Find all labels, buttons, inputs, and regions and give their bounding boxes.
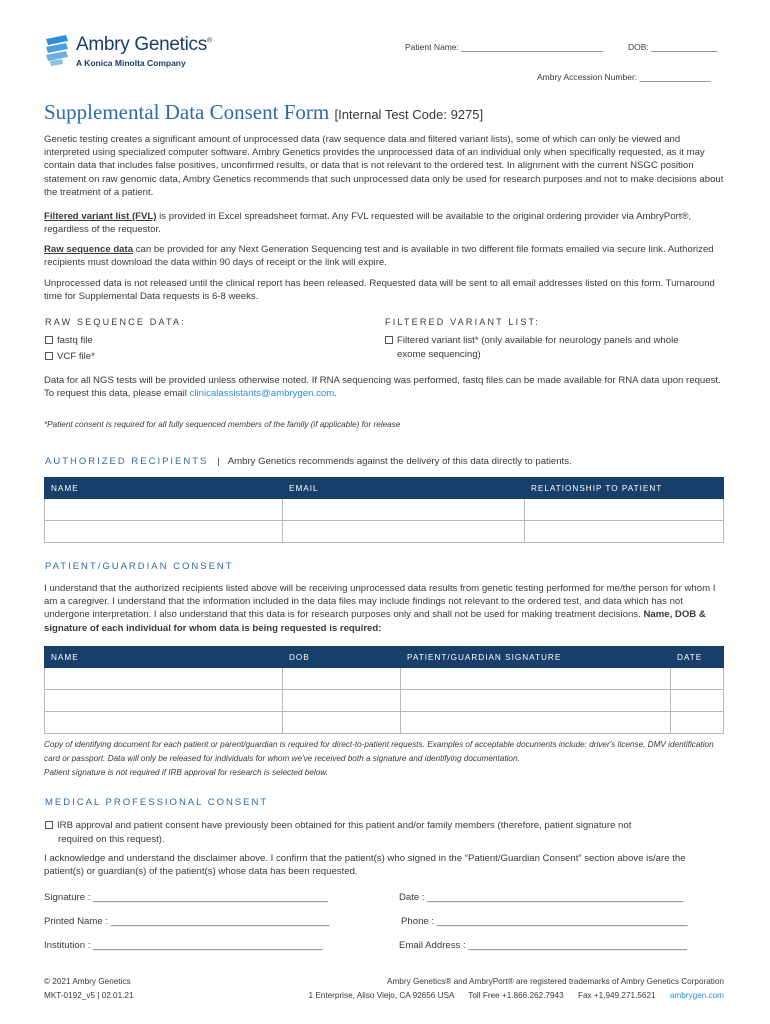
ambry-logo-icon <box>44 33 70 67</box>
raw-sequence-heading: RAW SEQUENCE DATA: <box>45 317 186 327</box>
patient-consent-heading: PATIENT/GUARDIAN CONSENT <box>45 561 234 572</box>
recipients-table <box>44 477 724 543</box>
column-header: EMAIL <box>283 478 525 499</box>
patient-consent-table <box>44 646 724 734</box>
recipient-name-cell[interactable] <box>45 521 283 543</box>
recipient-relationship-cell[interactable] <box>525 521 724 543</box>
patient-date-cell[interactable] <box>671 668 724 690</box>
fax-number: Fax +1.949.271.5621 <box>577 991 656 1000</box>
medical-consent-heading: MEDICAL PROFESSIONAL CONSENT <box>45 797 269 808</box>
column-header: DOB <box>283 647 401 668</box>
table-row <box>45 499 724 521</box>
irb-approval-continued: required on this request). <box>58 834 165 845</box>
column-header: PATIENT/GUARDIAN SIGNATURE <box>401 647 671 668</box>
fastq-option[interactable]: fastq file <box>45 334 93 347</box>
table-row <box>45 690 724 712</box>
toll-free-number: Toll Free +1.866.262.7943 <box>468 991 564 1000</box>
contact-line <box>309 991 725 1000</box>
patient-consent-paragraph: I understand that the authorized recipients listed above will be receiving unprocessed data results from genetic testing performed for me/the person for whom I am a caregiver. I understand that the information included in the data files may include findings not relevant to the ordered test, and data which has not undergone interpretation. I also understand that this data is for research purposes only and shall not be used for making treatment decisions. Name, DOB & signature of each individual for whom data is being requested is required: <box>44 583 716 634</box>
column-header: RELATIONSHIP TO PATIENT <box>525 478 724 499</box>
brand-subtitle: A Konica Minolta Company <box>76 58 186 68</box>
fastq-checkbox[interactable] <box>45 336 53 344</box>
patient-date-cell[interactable] <box>671 712 724 734</box>
heading-divider: | <box>217 456 220 467</box>
clinical-assistants-email-link[interactable]: clinicalassistants@ambrygen.com <box>189 388 335 400</box>
accession-number-field[interactable]: Ambry Accession Number: _______________ <box>537 72 711 82</box>
release-paragraph: Unprocessed data is not released until the clinical report has been released. Requested data will be sent to all email addresses listed on this form. Turnaround time for Supplemental Data requests is 6-8 weeks. <box>44 278 715 303</box>
irb-approval-option[interactable]: IRB approval and patient consent have previously been obtained for this patient and/or family members (therefore, patient signature not <box>45 819 631 832</box>
patient-date-cell[interactable] <box>671 690 724 712</box>
id-document-note: Copy of identifying document for each patient or parent/guardian is required for direct-to-patient requests. Examples of acceptable documents include: driver's license, DMV identification card or passport. Data will only be released for individuals for whom we've received both a signature and identifying documentation. <box>44 740 714 763</box>
patient-signature-cell[interactable] <box>401 690 671 712</box>
table-row <box>45 521 724 543</box>
column-header: DATE <box>671 647 724 668</box>
patient-header-row <box>45 647 724 668</box>
patient-name-cell[interactable] <box>45 668 283 690</box>
patient-name-field[interactable]: Patient Name: ______________________________ <box>405 42 604 52</box>
page-title: Supplemental Data Consent Form [Internal Test Code: 9275] <box>44 100 484 124</box>
column-header: NAME <box>45 647 283 668</box>
patient-signature-cell[interactable] <box>401 668 671 690</box>
column-header: NAME <box>45 478 283 499</box>
ngs-paragraph: Data for all NGS tests will be provided unless otherwise noted. If RNA sequencing was performed, fastq files can be made available for RNA data upon request. To request this data, please email clinicalassistants@ambrygen.com. <box>44 375 721 400</box>
irb-signature-note: Patient signature is not required if IRB approval for research is selected below. <box>44 768 328 777</box>
website-link[interactable]: ambrygen.com <box>669 991 724 1000</box>
recipient-email-cell[interactable] <box>283 499 525 521</box>
recipient-name-cell[interactable] <box>45 499 283 521</box>
acknowledgement-paragraph: I acknowledge and understand the disclaimer above. I confirm that the patient(s) who signed in the “Patient/Guardian Consent” section above is/are the patient(s) or guardian(s) of the patient(s) whose data has been requested. <box>44 853 686 878</box>
authorized-recipients-heading: AUTHORIZED RECIPIENTS <box>45 456 209 467</box>
patient-dob-cell[interactable] <box>283 712 401 734</box>
patient-name-cell[interactable] <box>45 690 283 712</box>
vcf-option[interactable]: VCF file* <box>45 350 95 363</box>
copyright: © 2021 Ambry Genetics <box>44 977 131 986</box>
phone-field[interactable]: Phone : _______________________________________________ <box>401 916 688 927</box>
patient-dob-cell[interactable] <box>283 690 401 712</box>
irb-checkbox[interactable] <box>45 821 53 829</box>
printed-name-field[interactable]: Printed Name : _________________________________________ <box>44 916 330 927</box>
recipients-header-row <box>45 478 724 499</box>
fvl-checkbox[interactable] <box>385 336 393 344</box>
fvl-option[interactable]: Filtered variant list* (only available for neurology panels and whole <box>385 334 679 347</box>
fvl-term: Filtered variant list (FVL) <box>44 211 157 222</box>
address: 1 Enterprise, Aliso Viejo, CA 92656 USA <box>308 991 454 1000</box>
vcf-checkbox[interactable] <box>45 352 53 360</box>
trademark-notice: Ambry Genetics® and AmbryPort® are registered trademarks of Ambry Genetics Corporation <box>387 977 724 986</box>
brand-name: Ambry Genetics® <box>76 34 212 55</box>
recipients-note: Ambry Genetics recommends against the delivery of this data directly to patients. <box>227 456 572 467</box>
recipients-header <box>45 456 572 467</box>
patient-dob-cell[interactable] <box>283 668 401 690</box>
raw-data-paragraph: Raw sequence data can be provided for any Next Generation Sequencing test and is available in two different file formats emailed via secure link. Authorized recipients must download the data within 90 days of receipt or the link will expire. <box>44 244 714 269</box>
patient-name-cell[interactable] <box>45 712 283 734</box>
signature-field[interactable]: Signature : ____________________________________________ <box>44 892 328 903</box>
recipient-email-cell[interactable] <box>283 521 525 543</box>
table-row <box>45 712 724 734</box>
test-code: [Internal Test Code: 9275] <box>334 107 484 122</box>
fvl-option-continued: exome sequencing) <box>397 349 481 360</box>
institution-field[interactable]: Institution : ___________________________________________ <box>44 940 323 951</box>
date-field[interactable]: Date : ________________________________________________ <box>399 892 684 903</box>
consent-requirement-note: *Patient consent is required for all fully sequenced members of the family (if applicable) for release <box>44 420 401 429</box>
document-code: MKT-0192_v5 | 02.01.21 <box>44 991 134 1000</box>
dob-field[interactable]: DOB: ______________ <box>628 42 718 52</box>
intro-paragraph: Genetic testing creates a significant amount of unprocessed data (raw sequence data and filtered variant lists), some of which can only be viewed and interpreted using specialized computer software. Ambry Genetics provides the unprocessed data of an individual only when specifically requested, as it may contain data that includes false positives, unconfirmed results, or data that is not relevant to the ordered test. In alignment with the current NSGC position statement on raw genomic data, Ambry Genetics recommends that such unprocessed data only be used for research purposes and not to make decisions about the treatment of a patient. <box>44 134 724 198</box>
filtered-variant-heading: FILTERED VARIANT LIST: <box>385 317 540 327</box>
email-address-field[interactable]: Email Address : _________________________________________ <box>399 940 688 951</box>
table-row <box>45 668 724 690</box>
fvl-paragraph: Filtered variant list (FVL) is provided in Excel spreadsheet format. Any FVL requested will be available to the original ordering provider via AmbryPort®, regardless of the requestor. <box>44 211 692 236</box>
recipient-relationship-cell[interactable] <box>525 499 724 521</box>
patient-signature-cell[interactable] <box>401 712 671 734</box>
raw-term: Raw sequence data <box>44 244 134 255</box>
